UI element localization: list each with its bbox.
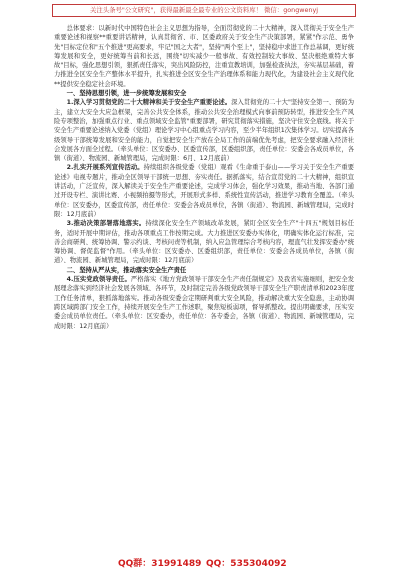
paragraph-item-1 <box>54 98 354 163</box>
document-body <box>54 24 354 331</box>
item-1-body: 深入贯彻党的二十大"坚持安全第一、预防为主，建立大安全大应急框架，完善公共安全体系，推动公共安全治理模式向事前预防转型，推进安全生产风险专项整治，加强重点行业、重点领域安全监管"重要部署，研究贯彻落实措施，坚决守住安全底线。将关于安全生产重要论述纳入党委（党组）理论学习中心组重点学习内容，至少半年组织1次集体学习。切实提高各级领导干部统筹发展和安全的能力，自觉把安全生产放在全局工作的前端优先考虑，把安全要求融入经济社会发展各方面全过程。（牵头单位：区安委办、区委宣传部，区委组织部，责任单位：安委会各成员单位，各镇（街道）、物流园、新城管理局，完成时限：6月、12月底前） <box>54 99 354 163</box>
contact-footer <box>0 556 408 572</box>
item-4-body: 严格落实《地方党政领导干部安全生产责任制规定》及我省实施细则，把安全发展理念落实到经济社会发展各领域、各环节，及时制定完善各级党政领导干部安全生产职责清单和2023年度工作任务清单，狠抓落地落实。推动各级安委会定期研判重大安全风险，推动解决重大安全隐患，主动协调跨区域跨部门安全工作，持续开展安全生产工作述职，聚焦短板弱项，督导抓整改。提出明确要求，压实安委会成员单位责任。（牵头单位：区安委办，责任单位：各专委会，各镇（街道）、物流园、新城管理局，完成时限：12月底前） <box>54 276 355 330</box>
qq-number: QQ：535304092 <box>206 559 287 569</box>
section-heading-2: 二、坚持从严从实，推动落实安全生产责任 <box>66 266 187 274</box>
paragraph-item-4 <box>54 275 354 331</box>
paragraph-overall-requirements: 总体要求：以新时代中国特色社会主义思想为指导，全面贯彻党的二十大精神，深入贯彻关于安全生产重要论述和视察**重要讲话精神，认真贯彻省、市、区委政府关于安全生产决策部署，紧紧"作示范、勇争先"目标定位和"五个推进"更高要求，牢记"国之大者"，坚持"两个至上"，坚持稳中求进工作总基调，更好统筹发展和安全，更好统筹当前和长远，围绕"切实减少一般事故、有效控制较大事故、坚决根绝重特大事故"目标，强化思想引领，狠抓责任落实，突出风险防控，注重宣教培训，加强检查执法，夯实基层基础，着力推进全区安全生产整体水平提升，扎实推进全区安全生产治理体系和能力现代化，为建设社会主义现代化**提供安全稳定社会环境。 <box>54 25 354 88</box>
item-3-body: 持续深化安全生产领域改革发展，紧盯全区安全生产"十四五"规划目标任务，适时开展中期评估，推动各项重点工作按期完成。大力推进区安委办实体化，明确实体化运行标准，完善会商研判、统筹协调、警示约谈、考核问责等机制，纳入应急管理综合考核内容，理直气壮发挥安委办"统筹协调、督促监督"作用。（牵头单位：区安委办、区委组织部，责任单位：安委会各成员单位，各镇（街道）、物流园、新城管理局，完成时限：12月底前） <box>54 220 354 265</box>
item-2-body: 持续组织各级党委（党组）观看《生命重于泰山——学习关于安全生产重要论述》电视专题片，推动全区领导干部统一思想、夯实责任。据抓落实，结合宣贯党的二十大精神，组织宣讲活动，广泛宣传，深入解读关于安全生产重要论述，完成学习体会，强化学习效果，推动当地、各部门通过开设专栏、演讲比赛、小视频拍摄等形式，开展形式多样、系统性宣传活动，推进学习教育全覆盖。（牵头单位：区安委办，区委宣传部，责任单位：安委会各成员单位，各镇（街道）、物流园、新城管理局，完成时限：12月底前） <box>54 164 355 218</box>
paragraph-item-3 <box>54 219 354 265</box>
item-3-title: 3.推动决策部署落地落实。 <box>66 220 146 228</box>
qq-group-number: QQ群：31991489 <box>118 559 202 569</box>
item-1-title: 1.深入学习贯彻党的二十大精神和关于安全生产重要论述。 <box>66 99 232 107</box>
section-heading-1: 一、坚持思想引领，进一步统筹发展和安全 <box>66 90 187 98</box>
paragraph-item-2 <box>54 163 354 219</box>
item-2-title: 2.扎实开展系列宣传活动。 <box>66 164 144 172</box>
promo-banner: 关注头条号"公文研究"，获得最新最全最专业的公文资料库！ 微信：gongwenyj <box>52 4 356 17</box>
item-4-title: 4.压实党政领导责任。 <box>66 276 131 284</box>
